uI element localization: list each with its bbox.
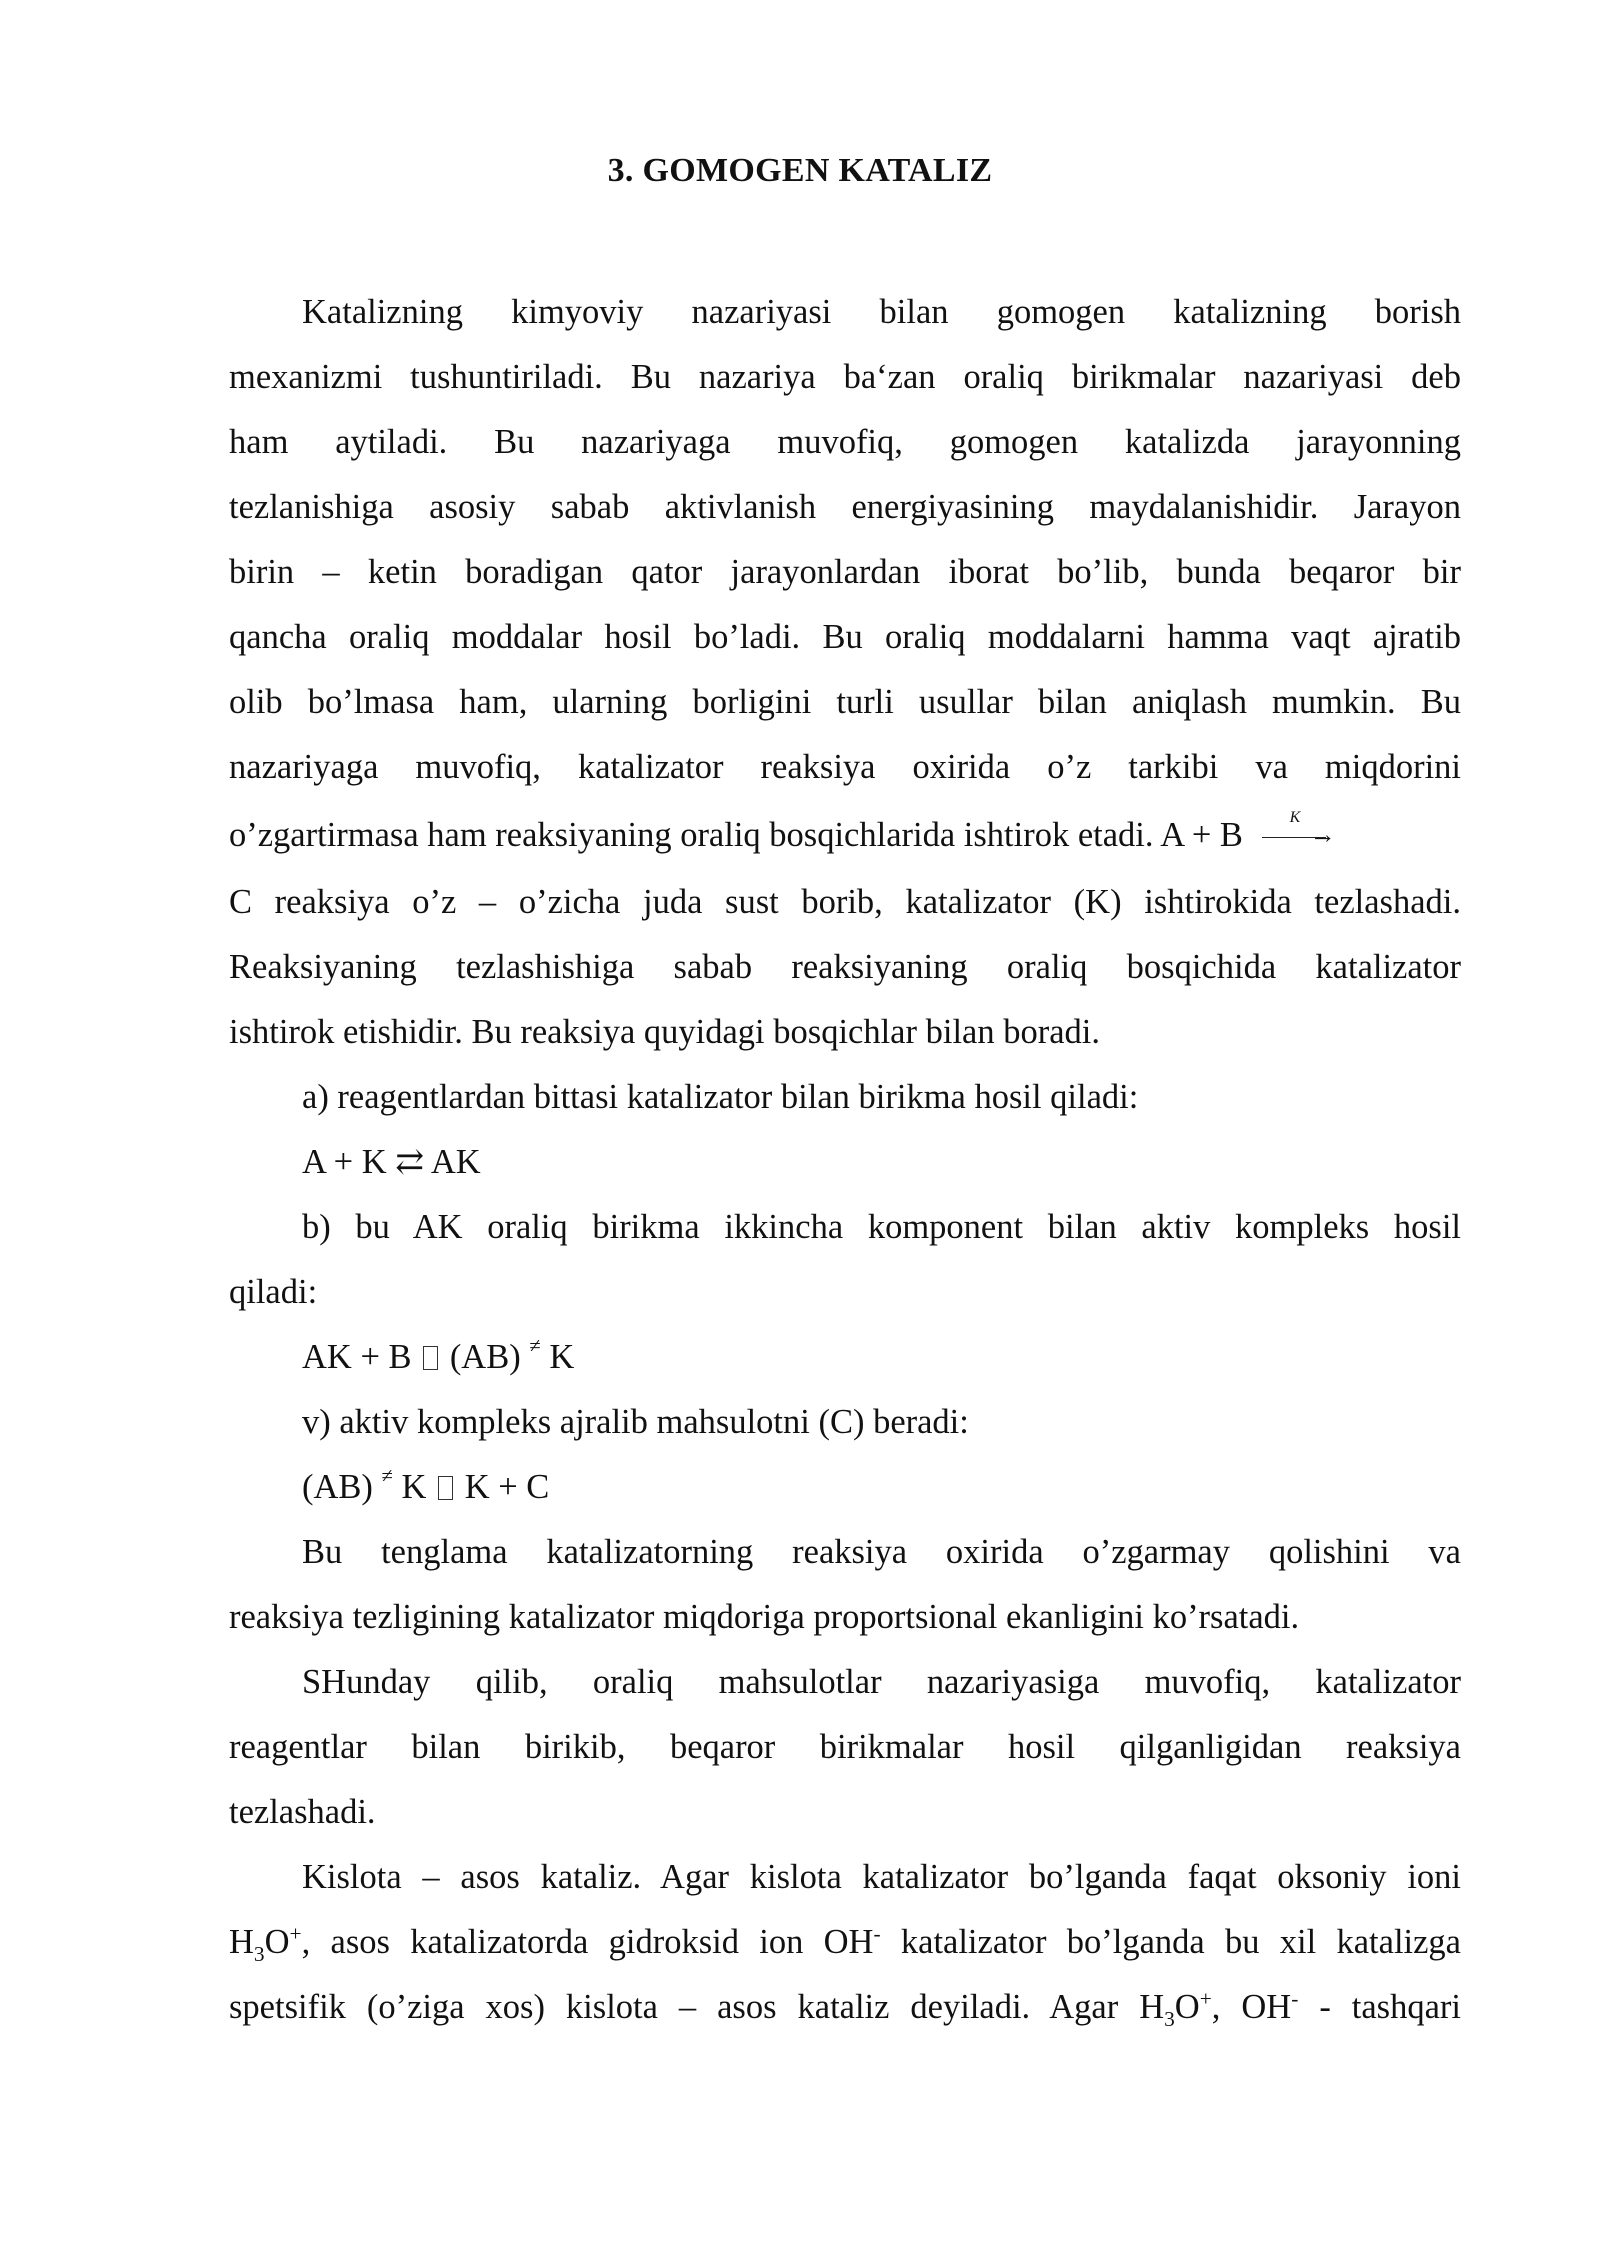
formula-text: O: [264, 1923, 290, 1961]
formula-superscript: -: [873, 1921, 881, 1946]
formula-subscript: 3: [1164, 2006, 1175, 2031]
paragraph-line: Reaksiyaning tezlashishiga sabab reaksiyaning oraliq bosqichida katalizator: [229, 948, 1461, 986]
step-v-text: v) aktiv kompleks ajralib mahsulotni (C) beradi:: [302, 1403, 969, 1441]
paragraph-line: Kislota – asos kataliz. Agar kislota katalizator bo’lganda faqat oksoniy ioni: [302, 1858, 1461, 1896]
step-b-text-cont: qiladi:: [229, 1273, 318, 1311]
paragraph-line-formula: [229, 1910, 1461, 1975]
formula-superscript: -: [1291, 1986, 1299, 2011]
equation-right: (AB): [449, 1338, 521, 1376]
equation-b: [229, 1325, 1461, 1390]
formula-text: O: [1174, 1988, 1200, 2026]
paragraph-line: reagentlar bilan birikib, beqaror birikmalar hosil qilganligidan reaksiya: [229, 1728, 1461, 1766]
missing-arrow-glyph-icon: [423, 1346, 438, 1370]
paragraph-line: qancha oraliq moddalar hosil bo’ladi. Bu oraliq moddalarni hamma vaqt ajratib: [229, 618, 1461, 656]
missing-arrow-glyph-icon: [438, 1476, 453, 1500]
equation-a: A + K ⇄ AK: [302, 1143, 481, 1181]
paragraph-line: C reaksiya o’z – o’zicha juda sust borib, katalizator (K) ishtirokida tezlashadi.: [229, 883, 1461, 921]
equation-left: AK + B: [302, 1338, 412, 1376]
paragraph-line: olib bo’lmasa ham, ularning borligini turli usullar bilan aniqlash mumkin. Bu: [229, 683, 1461, 721]
paragraph-text: o’zgartirmasa ham reaksiyaning oraliq bosqichlarida ishtirok etadi. A + B: [229, 816, 1243, 854]
equation-catalyst: K: [392, 1468, 427, 1506]
paragraph-line: SHunday qilib, oraliq mahsulotlar nazariyasiga muvofiq, katalizator: [302, 1663, 1461, 1701]
formula-text: H: [229, 1923, 254, 1961]
step-b-text: b) bu AK oraliq birikma ikkincha komponent bilan aktiv kompleks hosil: [302, 1208, 1461, 1246]
equation-right: K + C: [464, 1468, 550, 1506]
formula-subscript: 3: [253, 1941, 265, 1966]
paragraph-text: - tashqari: [1298, 1988, 1461, 2026]
paragraph-line: ishtirok etishidir. Bu reaksiya quyidagi bosqichlar bilan boradi.: [229, 1013, 1100, 1051]
catalysis-arrow-icon: K →: [1262, 828, 1334, 848]
paragraph-line: nazariyaga muvofiq, katalizator reaksiya oxirida o’z tarkibi va miqdorini: [229, 748, 1461, 786]
paragraph-line: Katalizning kimyoviy nazariyasi bilan gomogen katalizning borish: [302, 293, 1461, 331]
paragraph-line: mexanizmi tushuntiriladi. Bu nazariya ba‘zan oraliq birikmalar nazariyasi deb: [229, 358, 1461, 396]
paragraph-text: katalizator bo’lganda bu xil katalizga: [880, 1923, 1461, 1961]
arrow-label: K: [1289, 809, 1301, 827]
activated-complex-mark: ≠: [529, 1335, 541, 1358]
paragraph-text: , asos katalizatorda gidroksid ion OH: [301, 1923, 874, 1961]
document-body: [229, 280, 1461, 2040]
paragraph-line: ham aytiladi. Bu nazariyaga muvofiq, gomogen katalizda jarayonning: [229, 423, 1461, 461]
paragraph-line: birin – ketin boradigan qator jarayonlardan iborat bo’lib, bunda beqaror bir: [229, 553, 1461, 591]
step-a-text: a) reagentlardan bittasi katalizator bilan birikma hosil qiladi:: [302, 1078, 1139, 1116]
paragraph-line: reaksiya tezligining katalizator miqdoriga proportsional ekanligini ko’rsatadi.: [229, 1598, 1300, 1636]
activated-complex-mark: ≠: [381, 1465, 393, 1488]
formula-text: , OH: [1211, 1988, 1292, 2026]
paragraph-line: Bu tenglama katalizatorning reaksiya oxirida o’zgarmay qolishini va: [302, 1533, 1461, 1571]
equation-left: (AB): [302, 1468, 373, 1506]
equation-catalyst: K: [540, 1338, 575, 1376]
paragraph-line-with-arrow: [229, 800, 1461, 870]
paragraph-line-formula: [229, 1975, 1461, 2040]
paragraph-line: tezlashadi.: [229, 1793, 376, 1831]
formula-superscript: +: [1199, 1986, 1212, 2011]
formula-superscript: +: [289, 1921, 302, 1946]
paragraph-text: spetsifik (o’ziga xos) kislota – asos kataliz deyiladi. Agar H: [229, 1988, 1165, 2026]
page-title: 3. GOMOGEN KATALIZ: [607, 152, 993, 189]
paragraph-line: tezlanishiga asosiy sabab aktivlanish energiyasining maydalanishidir. Jarayon: [229, 488, 1461, 526]
equation-v: [229, 1455, 1461, 1520]
